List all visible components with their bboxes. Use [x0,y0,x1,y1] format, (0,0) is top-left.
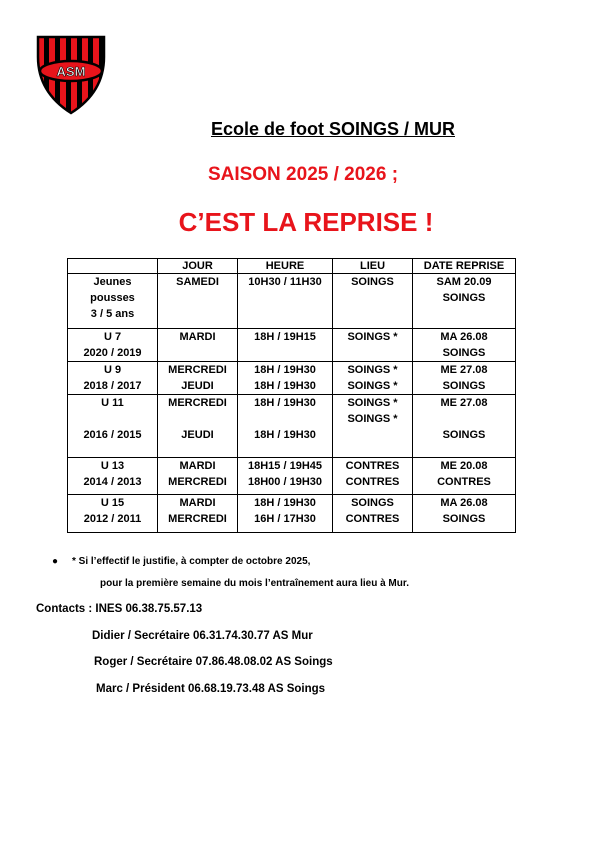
cell-line: ME 27.08 [440,364,488,376]
cell-jour [158,329,238,362]
cell-category [68,495,158,533]
table-row [68,395,516,458]
cell-heure [238,495,333,533]
cell-jour [158,362,238,395]
cell-line: U 15 [100,497,125,509]
cell-line: SOINGS [442,513,486,525]
cell-line: 3 / 5 ans [90,308,135,320]
cell-line: MA 26.08 [440,497,488,509]
cell-line: MARDI [179,497,216,509]
header-date: DATE REPRISE [413,259,516,274]
logo-text: ASM [56,64,86,79]
cell-line: MA 26.08 [440,331,488,343]
cell-line [70,411,155,427]
cell-line: Jeunes [93,276,132,288]
cell-line: JEUDI [181,429,214,441]
table-row [68,495,516,533]
cell-category [68,274,158,329]
contact-roger: Roger / Secrétaire 07.86.48.08.02 AS Soings [94,656,333,668]
cell-line: SOINGS [442,429,486,441]
cell-lieu [333,458,413,495]
cell-heure [238,274,333,329]
cell-line: 18H / 19H30 [254,397,316,409]
header-jour: JOUR [158,259,238,274]
contact-ines: Contacts : INES 06.38.75.57.13 [36,603,203,615]
cell-heure [238,329,333,362]
cell-line: JEUDI [181,380,214,392]
cell-date [413,458,516,495]
cell-line: MERCREDI [168,476,227,488]
cell-category [68,329,158,362]
cell-line: SOINGS [442,380,486,392]
table-row [68,329,516,362]
cell-line: 2014 / 2013 [83,476,142,488]
cell-line: MARDI [179,460,216,472]
cell-line [240,411,330,427]
cell-jour [158,395,238,458]
cell-line: MERCREDI [168,513,227,525]
cell-line: 2016 / 2015 [83,429,142,441]
cell-line: pousses [90,292,135,304]
cell-line: MERCREDI [168,397,227,409]
cell-jour [158,274,238,329]
header-lieu: LIEU [333,259,413,274]
cell-line: 18H / 19H30 [254,380,316,392]
cell-line: ME 20.08 [440,460,488,472]
cell-date [413,329,516,362]
page-title: Ecole de foot SOINGS / MUR [210,119,456,139]
cell-line: SOINGS [351,276,394,288]
footnote-line-2: pour la première semaine du mois l’entraînement aura lieu à Mur. [100,578,409,589]
cell-date [413,274,516,329]
cell-lieu [333,395,413,458]
cell-line: SOINGS [442,347,486,359]
cell-line: CONTRES [345,513,400,525]
cell-line: 18H15 / 19H45 [248,460,322,472]
cell-date [413,395,516,458]
cell-line: SOINGS * [347,364,398,376]
cell-line: U 13 [100,460,125,472]
cell-line: SOINGS [442,292,486,304]
header-category [68,259,158,274]
cell-heure [238,395,333,458]
cell-line: 18H / 19H30 [254,364,316,376]
cell-line: SOINGS * [347,397,398,409]
cell-line: 10H30 / 11H30 [248,276,322,288]
cell-lieu [333,362,413,395]
cell-line: 18H / 19H30 [254,429,316,441]
cell-line: CONTRES [345,460,400,472]
cell-date [413,362,516,395]
cell-line: 18H00 / 19H30 [248,476,322,488]
cell-line: SAM 20.09 [436,276,492,288]
cell-line: 2012 / 2011 [83,513,142,525]
cell-jour [158,495,238,533]
cell-line: SOINGS * [347,380,398,392]
cell-line: SOINGS * [347,331,398,343]
asm-logo [36,35,106,115]
table-header-row [68,259,516,274]
table-row [68,458,516,495]
table-row [68,362,516,395]
contact-didier: Didier / Secrétaire 06.31.74.30.77 AS Mur [92,630,313,642]
season-label: SAISON 2025 / 2026 ; [207,164,399,185]
cell-heure [238,458,333,495]
cell-lieu [333,329,413,362]
cell-heure [238,362,333,395]
table-row [68,274,516,329]
cell-lieu [333,274,413,329]
cell-category [68,362,158,395]
cell-jour [158,458,238,495]
cell-line: SOINGS [351,497,394,509]
bullet-icon: ● [52,556,59,567]
cell-line [415,411,513,427]
cell-date [413,495,516,533]
cell-line: U 7 [103,331,122,343]
cell-line: 2018 / 2017 [83,380,142,392]
cell-lieu [333,495,413,533]
cell-line: MARDI [179,331,216,343]
cell-line: 18H / 19H30 [254,497,316,509]
cell-line: SOINGS * [347,413,398,425]
header-heure: HEURE [238,259,333,274]
cell-line [160,411,235,427]
cell-line: CONTRES [345,476,400,488]
cell-line: U 11 [101,397,124,409]
cell-line: ME 27.08 [440,397,488,409]
cell-line: U 9 [103,364,122,376]
cell-line: MERCREDI [168,364,227,376]
cell-category [68,458,158,495]
footnote-line-1: * Si l’effectif le justifie, à compter de octobre 2025, [72,556,311,567]
headline: C’EST LA REPRISE ! [178,207,434,237]
cell-line: 2020 / 2019 [83,347,142,359]
cell-line: 16H / 17H30 [254,513,316,525]
cell-line: SAMEDI [176,276,219,288]
contact-marc: Marc / Président 06.68.19.73.48 AS Soings [96,683,326,695]
cell-line: 18H / 19H15 [254,331,316,343]
cell-category [68,395,158,458]
schedule-table [67,258,516,533]
cell-line: CONTRES [437,476,491,488]
